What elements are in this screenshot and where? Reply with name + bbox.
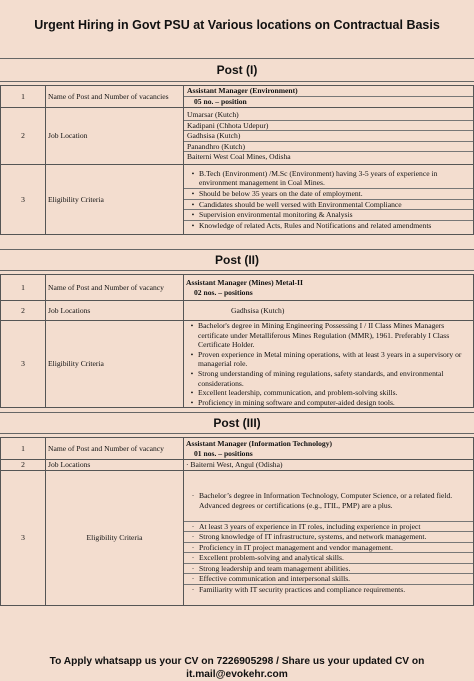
criteria-item: • Excellent leadership, communication, and problem-solving skills. <box>186 388 471 398</box>
row-value <box>184 460 474 471</box>
row-value <box>184 438 474 460</box>
criteria-item: · Familiarity with IT security practices and compliance requirements. <box>184 585 473 595</box>
table-row <box>1 321 474 408</box>
bullet-icon: • <box>191 188 195 198</box>
row-number: 3 <box>1 471 46 606</box>
criteria-item: • Proven experience in Metal mining operations, with at least 3 years in a supervisory or managerial role. <box>186 350 471 369</box>
table-row <box>1 438 474 460</box>
post-title: Assistant Manager (Information Technology) <box>186 438 333 448</box>
table-row <box>1 86 474 108</box>
vacancy-count: 02 nos. – positions <box>194 287 253 297</box>
bullet-icon: · <box>191 491 195 501</box>
post-1-table <box>0 85 474 235</box>
row-label: Job Locations <box>46 460 184 471</box>
bullet-icon: • <box>191 220 195 230</box>
location-item: · Baiterni West, Angul (Odisha) <box>186 460 283 470</box>
criteria-item: • B.Tech (Environment) /M.Sc (Environment) having 3-5 years of experience in environment management in Coal Mines. <box>184 169 473 189</box>
bullet-icon: • <box>191 210 195 220</box>
location-item: Gadhsisa (Kutch) <box>231 305 285 315</box>
row-label: Eligibility Criteria <box>46 165 184 235</box>
criteria-item: • Candidates should be well versed with Environmental Compliance <box>184 200 473 211</box>
row-label: Eligibility Criteria <box>46 471 184 606</box>
bullet-icon: · <box>191 532 195 542</box>
bullet-icon: • <box>190 388 194 398</box>
row-value <box>184 275 474 301</box>
location-item: Panandhro (Kutch) <box>184 142 473 153</box>
location-item: Umarsar (Kutch) <box>184 110 473 121</box>
location-item: Gadhsisa (Kutch) <box>184 131 473 142</box>
criteria-item: • Knowledge of related Acts, Rules and Notifications and related amendments <box>184 221 473 231</box>
section-heading-post-1: Post (I) <box>0 58 474 82</box>
criteria-item: • Bachelor's degree in Mining Engineering Possessing I / II Class Mines Managers certificate under Metalliferous Mines Regulation (MMR), 1961. Preferably I Class Certificate Holder. <box>186 321 471 350</box>
post-3-table <box>0 437 474 606</box>
bullet-icon: • <box>190 368 194 378</box>
email-link[interactable]: it.mail@evokehr.com <box>186 669 288 680</box>
post-title: Assistant Manager (Environment) <box>184 86 473 97</box>
row-number: 1 <box>1 275 46 301</box>
criteria-item: · Effective communication and interpersonal skills. <box>184 574 473 585</box>
bullet-icon: • <box>190 349 194 359</box>
criteria-item: • Proficiency in mining software and computer-aided design tools. <box>186 398 471 408</box>
row-label: Eligibility Criteria <box>46 321 184 408</box>
bullet-icon: • <box>191 199 195 209</box>
section-heading-post-2: Post (II) <box>0 249 474 271</box>
page-title: Urgent Hiring in Govt PSU at Various locations on Contractual Basis <box>34 18 440 32</box>
bullet-icon: · <box>191 585 195 595</box>
location-item: Baiterni West Coal Mines, Odisha <box>187 152 291 162</box>
table-row <box>1 108 474 165</box>
row-value <box>184 86 474 108</box>
criteria-item: · Strong leadership and team management abilities. <box>184 564 473 575</box>
table-row <box>1 460 474 471</box>
row-number: 2 <box>1 301 46 321</box>
row-value <box>184 471 474 606</box>
row-label: Name of Post and Number of vacancy <box>46 438 184 460</box>
row-number: 2 <box>1 460 46 471</box>
criteria-item: • Supervision environmental monitoring & Analysis <box>184 210 473 221</box>
criteria-item: • Should be below 35 years on the date of employment. <box>184 189 473 200</box>
row-value <box>184 301 474 321</box>
row-label: Name of Post and Number of vacancies <box>46 86 184 108</box>
bullet-icon: · <box>191 553 195 563</box>
row-number: 1 <box>1 86 46 108</box>
bullet-icon: • <box>191 168 195 178</box>
row-label: Job Location <box>46 108 184 165</box>
post-title: Assistant Manager (Mines) Metal-II <box>186 277 303 287</box>
row-label: Job Locations <box>46 301 184 321</box>
row-number: 3 <box>1 321 46 408</box>
table-row <box>1 165 474 235</box>
bullet-icon: · <box>191 521 195 531</box>
row-number: 1 <box>1 438 46 460</box>
row-label: Name of Post and Number of vacancy <box>46 275 184 301</box>
vacancy-count: 01 nos. – positions <box>194 448 253 458</box>
row-value <box>184 321 474 408</box>
section-heading-post-3: Post (III) <box>0 412 474 434</box>
table-row <box>1 301 474 321</box>
apply-instructions: To Apply whatsapp us your CV on 7226905298 / Share us your updated CV on <box>49 656 425 667</box>
criteria-item: · Excellent problem-solving and analytical skills. <box>184 553 473 564</box>
bullet-icon: · <box>191 563 195 573</box>
bullet-icon: · <box>191 542 195 552</box>
vacancy-count: 05 no. – position <box>194 97 247 106</box>
location-item: Kadipani (Chhota Udepur) <box>184 121 473 132</box>
criteria-item: · Strong knowledge of IT infrastructure, systems, and network management. <box>184 532 473 543</box>
row-value <box>184 108 474 165</box>
row-number: 3 <box>1 165 46 235</box>
bullet-icon: · <box>191 574 195 584</box>
bullet-icon: • <box>190 321 194 330</box>
table-row <box>1 275 474 301</box>
criteria-item: · Bachelor’s degree in Information Technology, Computer Science, or a related field. Advanced degrees or certifications (e.g., ITIL, PMP) are a plus. <box>184 481 473 521</box>
post-2-table <box>0 274 474 408</box>
criteria-item: · Proficiency in IT project management and vendor management. <box>184 543 473 554</box>
criteria-item: • Strong understanding of mining regulations, safety standards, and environmental considerations. <box>186 369 471 388</box>
criteria-item: · At least 3 years of experience in IT roles, including experience in project <box>184 522 473 533</box>
apply-footer <box>0 655 474 681</box>
row-value <box>184 165 474 235</box>
table-row <box>1 471 474 606</box>
row-number: 2 <box>1 108 46 165</box>
bullet-icon: • <box>190 397 194 407</box>
